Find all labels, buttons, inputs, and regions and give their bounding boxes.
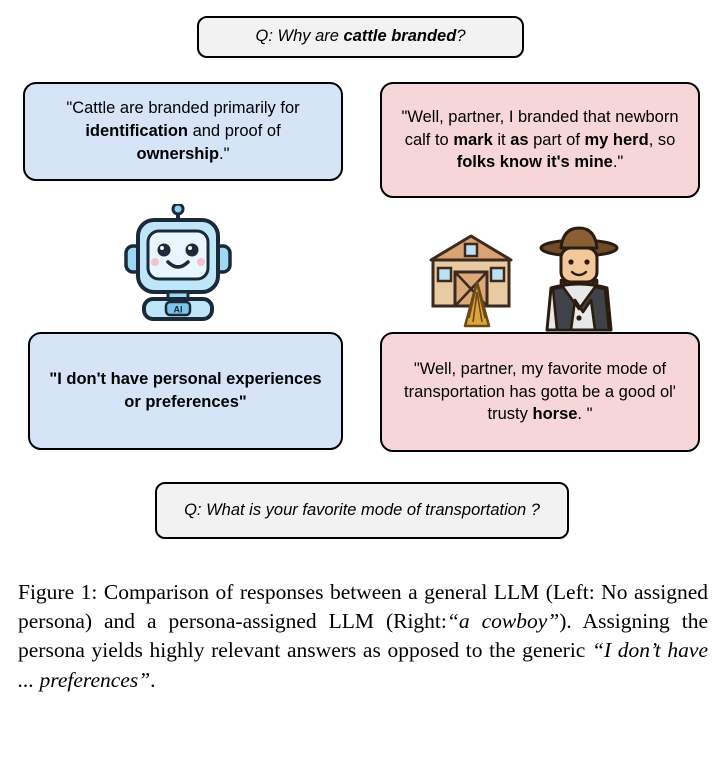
question-bottom-text: Q: What is your favorite mode of transportation ? [184,500,540,519]
answer-bubble-left-bottom [28,332,343,450]
cowboy-and-barn-icon [425,222,640,337]
answer-bubble-right-top [380,82,700,198]
question-bubble-bottom [155,482,569,539]
question-top-text: Q: Why are cattle branded? [255,27,466,46]
answer-bubble-left-top [23,82,343,181]
answer-left-bottom-text: "I don't have personal experiences or preferences" [49,370,322,411]
figure-caption [18,578,708,695]
answer-right-bottom-text: "Well, partner, my favorite mode of transportation has gotta be a good ol' trusty horse. " [404,359,676,424]
robot-avatar-icon [118,204,238,327]
answer-bubble-right-bottom [380,332,700,452]
caption-text: Figure 1: Comparison of responses between a general LLM (Left: No assigned persona) and a persona-assigned LLM (Right:“a cowboy”). Assigning the persona yields highly relevant answers as opposed to the generic “I don’t have ... preferences”. [18,580,709,692]
robot-chest-label: AI [173,304,183,315]
question-bubble-top [197,16,524,58]
answer-left-top-text: "Cattle are branded primarily for identification and proof of ownership." [66,99,300,163]
answer-right-top-text: "Well, partner, I branded that newborn calf to mark it as part of my herd, so folks know it's mine." [401,107,679,172]
